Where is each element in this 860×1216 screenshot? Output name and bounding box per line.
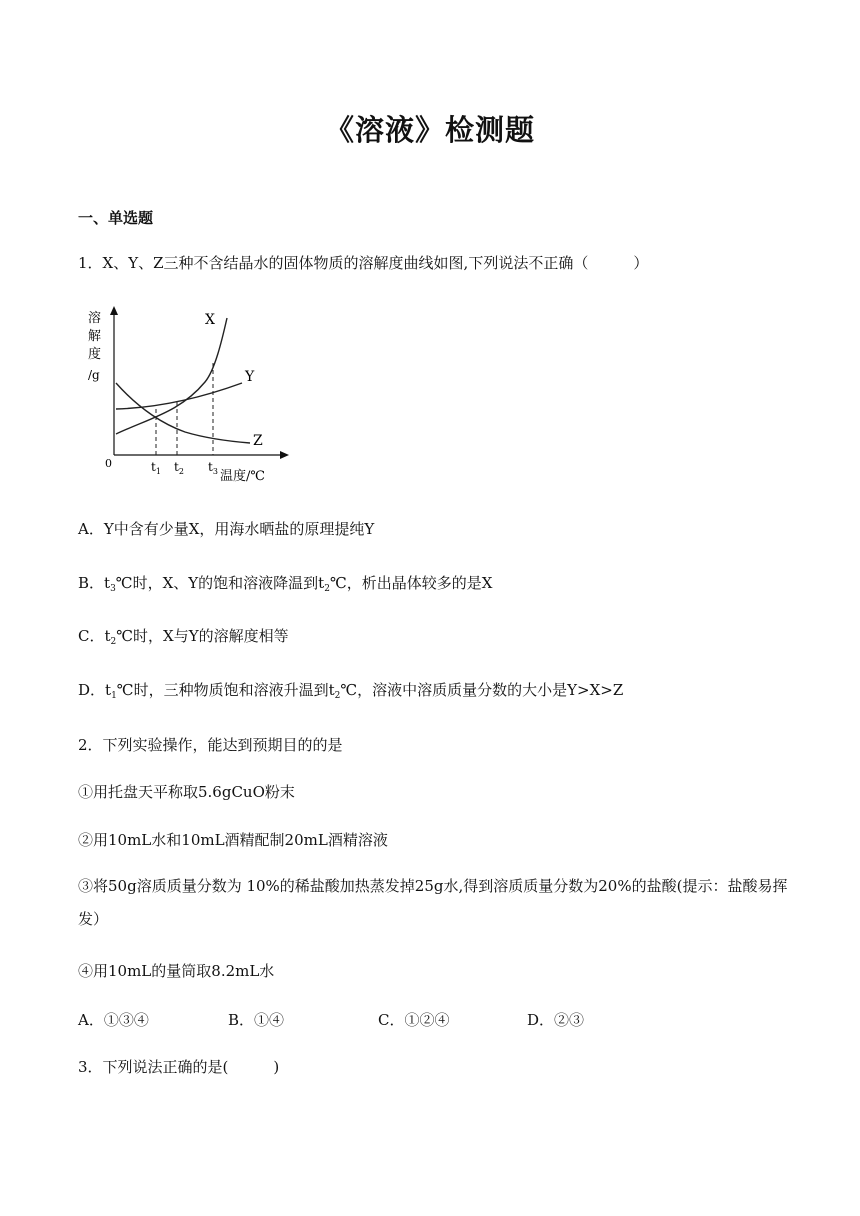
curve-label-z: Z xyxy=(253,433,263,449)
y-axis-arrow xyxy=(110,306,118,315)
curve-z xyxy=(116,383,250,443)
option-c: C．$t_2℃$时，X与Y的溶解度相等 xyxy=(78,627,289,647)
q2-option-b: B．①④ xyxy=(228,1011,285,1029)
tick-label: $t_3$ xyxy=(208,460,218,476)
curve-x xyxy=(116,318,227,434)
option-a: A．Y中含有少量X，用海水晒盐的原理提纯Y xyxy=(78,520,375,538)
y-label-char: /g xyxy=(88,368,100,382)
section-heading: 一、单选题 xyxy=(78,209,154,227)
origin-label: 0 xyxy=(105,457,112,470)
x-axis-arrow xyxy=(280,451,289,459)
curve-label-y: Y xyxy=(245,369,255,385)
option-d: D．$t_1℃$时，三种物质饱和溶液升温到$t_2℃$，溶液中溶质质量分数的大小是Y>X>Z xyxy=(78,681,624,701)
y-label-char: 度 xyxy=(88,347,102,362)
question-1-stem: 1．X、Y、Z三种不含结晶水的固体物质的溶解度曲线如图,下列说法不正确（ ） xyxy=(78,254,649,272)
tick-label: $t_1$ xyxy=(151,460,161,476)
q2-option-a: A．①③④ xyxy=(78,1011,149,1029)
x-axis-label: 温度/℃ xyxy=(220,469,265,484)
q2-option-d: D．②③ xyxy=(527,1011,585,1029)
solubility-chart xyxy=(80,300,290,485)
question-2-item-3: ③将50g溶质质量分数为 10%的稀盐酸加热蒸发掉25g水,得到溶质质量分数为20%的盐酸(提示：盐酸易挥发） xyxy=(78,877,788,928)
question-2-item-2: ②用10mL水和10mL酒精配制20mL酒精溶液 xyxy=(78,831,388,849)
question-3-stem: 3．下列说法正确的是( ) xyxy=(78,1058,280,1076)
curve-label-x: X xyxy=(205,312,215,328)
page-title: 《溶液》检测题 xyxy=(324,113,535,147)
y-label-char: 解 xyxy=(88,329,102,344)
q2-option-c: C．①②④ xyxy=(378,1011,450,1029)
question-2-stem: 2．下列实验操作，能达到预期目的的是 xyxy=(78,736,343,754)
y-label-char: 溶 xyxy=(88,311,102,326)
question-2-item-1: ①用托盘天平称取5.6gCuO粉末 xyxy=(78,783,295,801)
question-2-item-4: ④用10mL的量筒取8.2mL水 xyxy=(78,962,275,980)
tick-label: $t_2$ xyxy=(174,460,184,476)
option-b: B．$t_3℃$时，X、Y的饱和溶液降温到$t_2℃$，析出晶体较多的是X xyxy=(78,574,493,594)
